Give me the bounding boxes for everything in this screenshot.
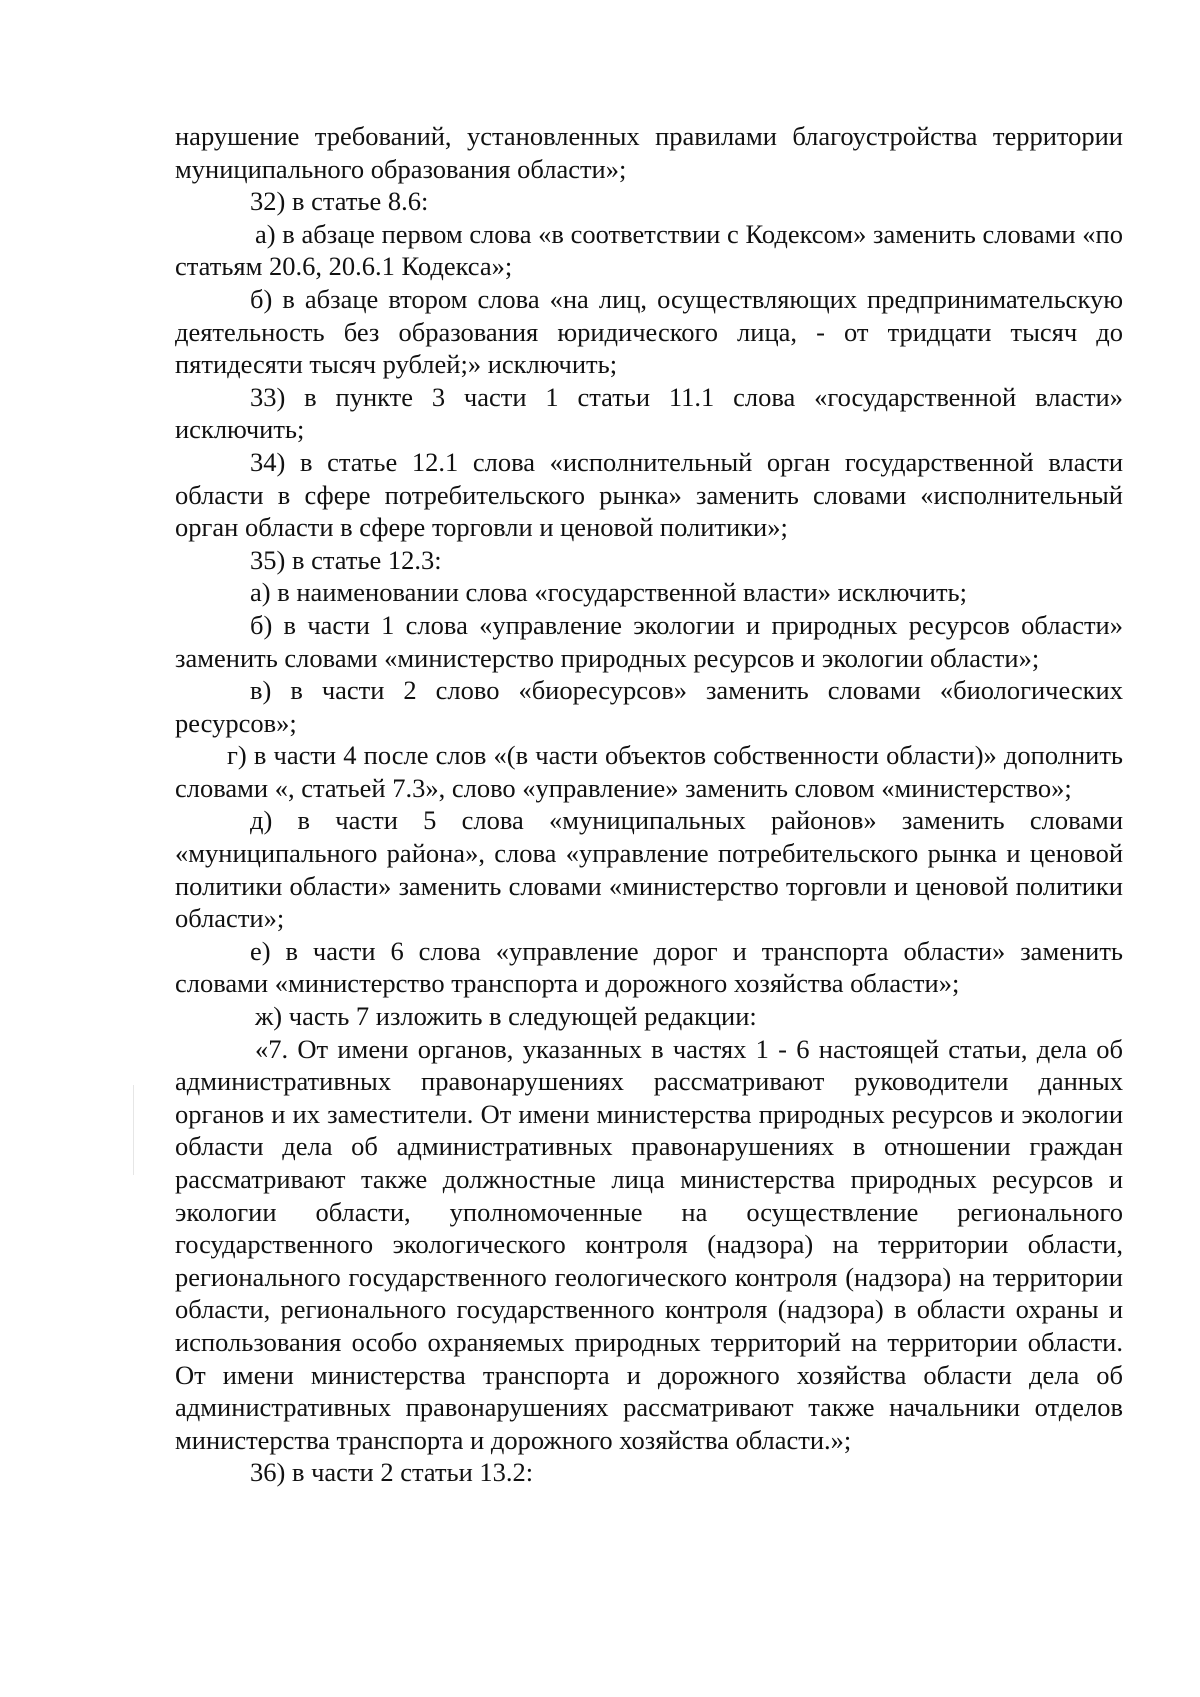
- paragraph-item-35zh: ж) часть 7 изложить в следующей редакции:: [255, 1001, 757, 1032]
- paragraph-item-32: 32) в статье 8.6:: [250, 186, 429, 217]
- paragraph-item-36: 36) в части 2 статьи 13.2:: [250, 1457, 534, 1488]
- scan-margin-mark: [133, 1085, 134, 1175]
- paragraph-item-35a: а) в наименовании слова «государственной власти» исключить;: [250, 577, 967, 608]
- paragraph-item-35b: б) в части 1 слова «управление экологии и природных ресурсов области» заменить словами «министерство природных ресурсов и экологии области»;: [175, 609, 1123, 673]
- paragraph-item-32a: а) в абзаце первом слова «в соответствии с Кодексом» заменить словами «по статьям 20.6, 20.6.1 Кодекса»;: [175, 218, 1123, 282]
- paragraph-item-35d: д) в части 5 слова «муниципальных районов» заменить словами «муниципального района», слова «управление потребительского рынка и ценовой политики области» заменить словами «министерство торговли и ценовой политики области»;: [175, 805, 1123, 934]
- paragraph-item-32b: б) в абзаце втором слова «на лиц, осуществляющих предпринимательскую деятельность без образования юридического лица, - от тридцати тысяч до пятидесяти тысяч рублей;» исключить;: [175, 283, 1123, 380]
- paragraph-item-35: 35) в статье 12.3:: [250, 544, 442, 575]
- paragraph-continuation: нарушение требований, установленных правилами благоустройства территории муниципального образования области»;: [175, 121, 1123, 184]
- document-body: [175, 120, 1123, 1489]
- paragraph-item-34: 34) в статье 12.1 слова «исполнительный орган государственной власти области в сфере потребительского рынка» заменить словами «исполнительный орган области в сфере торговли и ценовой политики»;: [175, 446, 1123, 543]
- paragraph-item-35v: в) в части 2 слово «биоресурсов» заменить словами «биологических ресурсов»;: [175, 675, 1123, 738]
- paragraph-item-33: 33) в пункте 3 части 1 статьи 11.1 слова «государственной власти» исключить;: [175, 381, 1123, 445]
- paragraph-item-35e: е) в части 6 слова «управление дорог и транспорта области» заменить словами «министерство транспорта и дорожного хозяйства области»;: [175, 935, 1123, 999]
- paragraph-new-part-7: «7. От имени органов, указанных в частях 1 - 6 настоящей статьи, дела об административных правонарушениях рассматривают руководители данных органов и их заместители. От имени министерства природных ресурсов и экологии области дела об административных правонарушениях в отношении граждан рассматривают также должностные лица министерства природных ресурсов и экологии области, уполномоченные на осуществление регионального государственного экологического контроля (надзора) на территории области, регионального государственного геологического контроля (надзора) на территории области, регионального государственного контроля (надзора) в области охраны и использования особо охраняемых природных территорий на территории области. От имени министерства транспорта и дорожного хозяйства области дела об административных правонарушениях рассматривают также начальники отделов министерства транспорта и дорожного хозяйства области.»;: [175, 1033, 1123, 1455]
- paragraph-item-35g: г) в части 4 после слов «(в части объектов собственности области)» дополнить словами «, статьей 7.3», слово «управление» заменить словом «министерство»;: [175, 740, 1123, 803]
